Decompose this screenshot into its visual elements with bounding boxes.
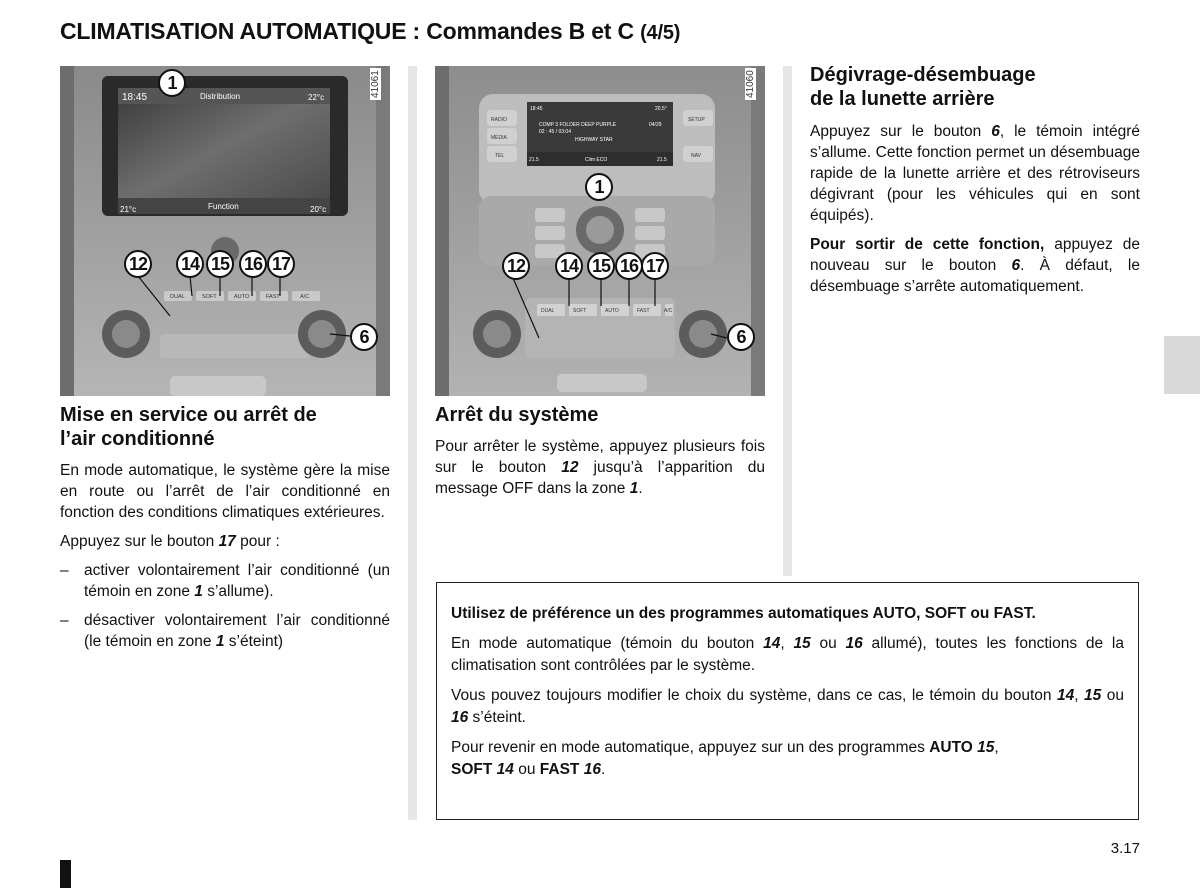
callout-15: 15 [587,252,615,280]
note-paragraph: Pour revenir en mode automatique, appuyez sur un des programmes AUTO 15, SOFT 14 ou FAST 16. [451,739,999,778]
screen-line3: HIGHWAY STAR [575,137,613,143]
callout-12: 12 [502,252,530,280]
note-box [436,582,1139,820]
screen-line1: COMP 3 FOLDER DEEP PURPLE [539,122,617,128]
note-paragraph: Vous pouvez toujours modifier le choix du système, dans ce cas, le témoin du bouton 14, 15 ou 16 s’éteint. [451,687,1124,726]
list-item: – activer volontairement l’air conditionné (un témoin en zone 1 s’allume). [60,562,390,600]
section-tab [1164,336,1200,394]
btn-label-dual: DUAL [541,308,555,314]
callout-1: 1 [585,173,613,201]
callout-17: 17 [267,250,295,278]
figure-number: 41060 [745,70,756,98]
screen-temp: 20.5° [655,106,667,112]
side-btn-tel: TEL [495,153,505,159]
figure-right [435,66,765,396]
section-heading: Arrêt du système [435,404,599,426]
callout-17: 17 [641,252,669,280]
btn-label-fast: FAST [266,294,280,300]
screen-temp-right: 21.5 [657,157,667,163]
page-marker [60,860,71,888]
btn-label-auto: AUTO [234,294,250,300]
screen-line1-count: 04/29 [649,122,662,128]
page-title: CLIMATISATION AUTOMATIQUE : Commandes B et C (4/5) [60,18,681,44]
screen-eco: Clim ECO [585,157,608,163]
screen-line2: 02 : 45 / 03:04 [539,129,571,135]
btn-label-ac: A/C [664,308,673,314]
title-suffix: (4/5) [640,22,681,44]
figure-number: 41061 [370,70,381,98]
callout-14: 14 [555,252,583,280]
btn-label-ac: A/C [300,294,310,300]
paragraph: Pour sortir de cette fonction, appuyez de nouveau sur le bouton 6. À défaut, le désembuage s’arrête automatiquement. [810,236,1140,295]
callout-12: 12 [124,250,152,278]
dashboard-illustration-right [435,66,765,396]
btn-label-auto: AUTO [605,308,619,314]
callout-16: 16 [239,250,267,278]
callout-16: 16 [615,252,643,280]
figure-left [60,66,390,396]
section-heading: Mise en service ou arrêt de l’air conditionné [60,404,317,450]
screen-function: Function [208,202,239,211]
section-air-conditioning [60,403,390,660]
note-paragraph: En mode automatique (témoin du bouton 14, 15 ou 16 allumé), toutes les fonctions de la climatisation sont contrôlées par le système. [451,635,1124,674]
paragraph: Appuyez sur le bouton 6, le témoin intégré s’allume. Cette fonction permet un désembuage rapide de la lunette arrière et des rétroviseurs dégivrant (pour les véhicules qui en sont équipés). [810,123,1140,224]
side-btn-radio: RADIO [491,117,507,123]
list-item: – désactiver volontairement l’air conditionné (le témoin en zone 1 s’éteint) [60,612,390,650]
dashboard-illustration-left [60,66,390,396]
side-btn-media: MEDIA [491,135,507,141]
screen-temp-left: 21°c [120,205,137,214]
column-separator [408,66,417,820]
page-number: 3.17 [1110,840,1140,857]
column-separator [783,66,792,576]
section-stop-system [435,403,765,507]
note-paragraph: Utilisez de préférence un des programmes automatiques AUTO, SOFT ou FAST. [451,605,1036,622]
section-heading: Dégivrage-désembuage de la lunette arrière [810,64,1036,110]
side-btn-nav: NAV [691,153,701,159]
side-btn-setup: SETUP [688,117,705,123]
callout-14: 14 [176,250,204,278]
screen-temp-left: 21.5 [529,157,539,163]
screen-source: Distribution [200,92,241,101]
callout-15: 15 [206,250,234,278]
screen-time: 18:45 [530,106,543,112]
screen-temp-right: 20°c [310,205,327,214]
btn-label-dual: DUAL [170,294,185,300]
paragraph: Pour arrêter le système, appuyez plusieurs fois sur le bouton 12 jusqu’à l’apparition du message OFF dans la zone 1. [435,438,765,497]
btn-label-fast: FAST [637,308,650,314]
callout-6: 6 [727,323,755,351]
screen-temp-top: 22°c [308,93,325,102]
callout-6: 6 [350,323,378,351]
callout-1: 1 [158,69,186,97]
paragraph: En mode automatique, le système gère la mise en route ou l’arrêt de l’air conditionné en fonction des conditions climatiques extérieures. [60,462,390,521]
screen-time: 18:45 [122,92,148,103]
section-rear-defrost [810,63,1140,305]
btn-label-soft: SOFT [573,308,587,314]
btn-label-soft: SOFT [202,294,217,300]
paragraph: Appuyez sur le bouton 17 pour : [60,533,280,550]
